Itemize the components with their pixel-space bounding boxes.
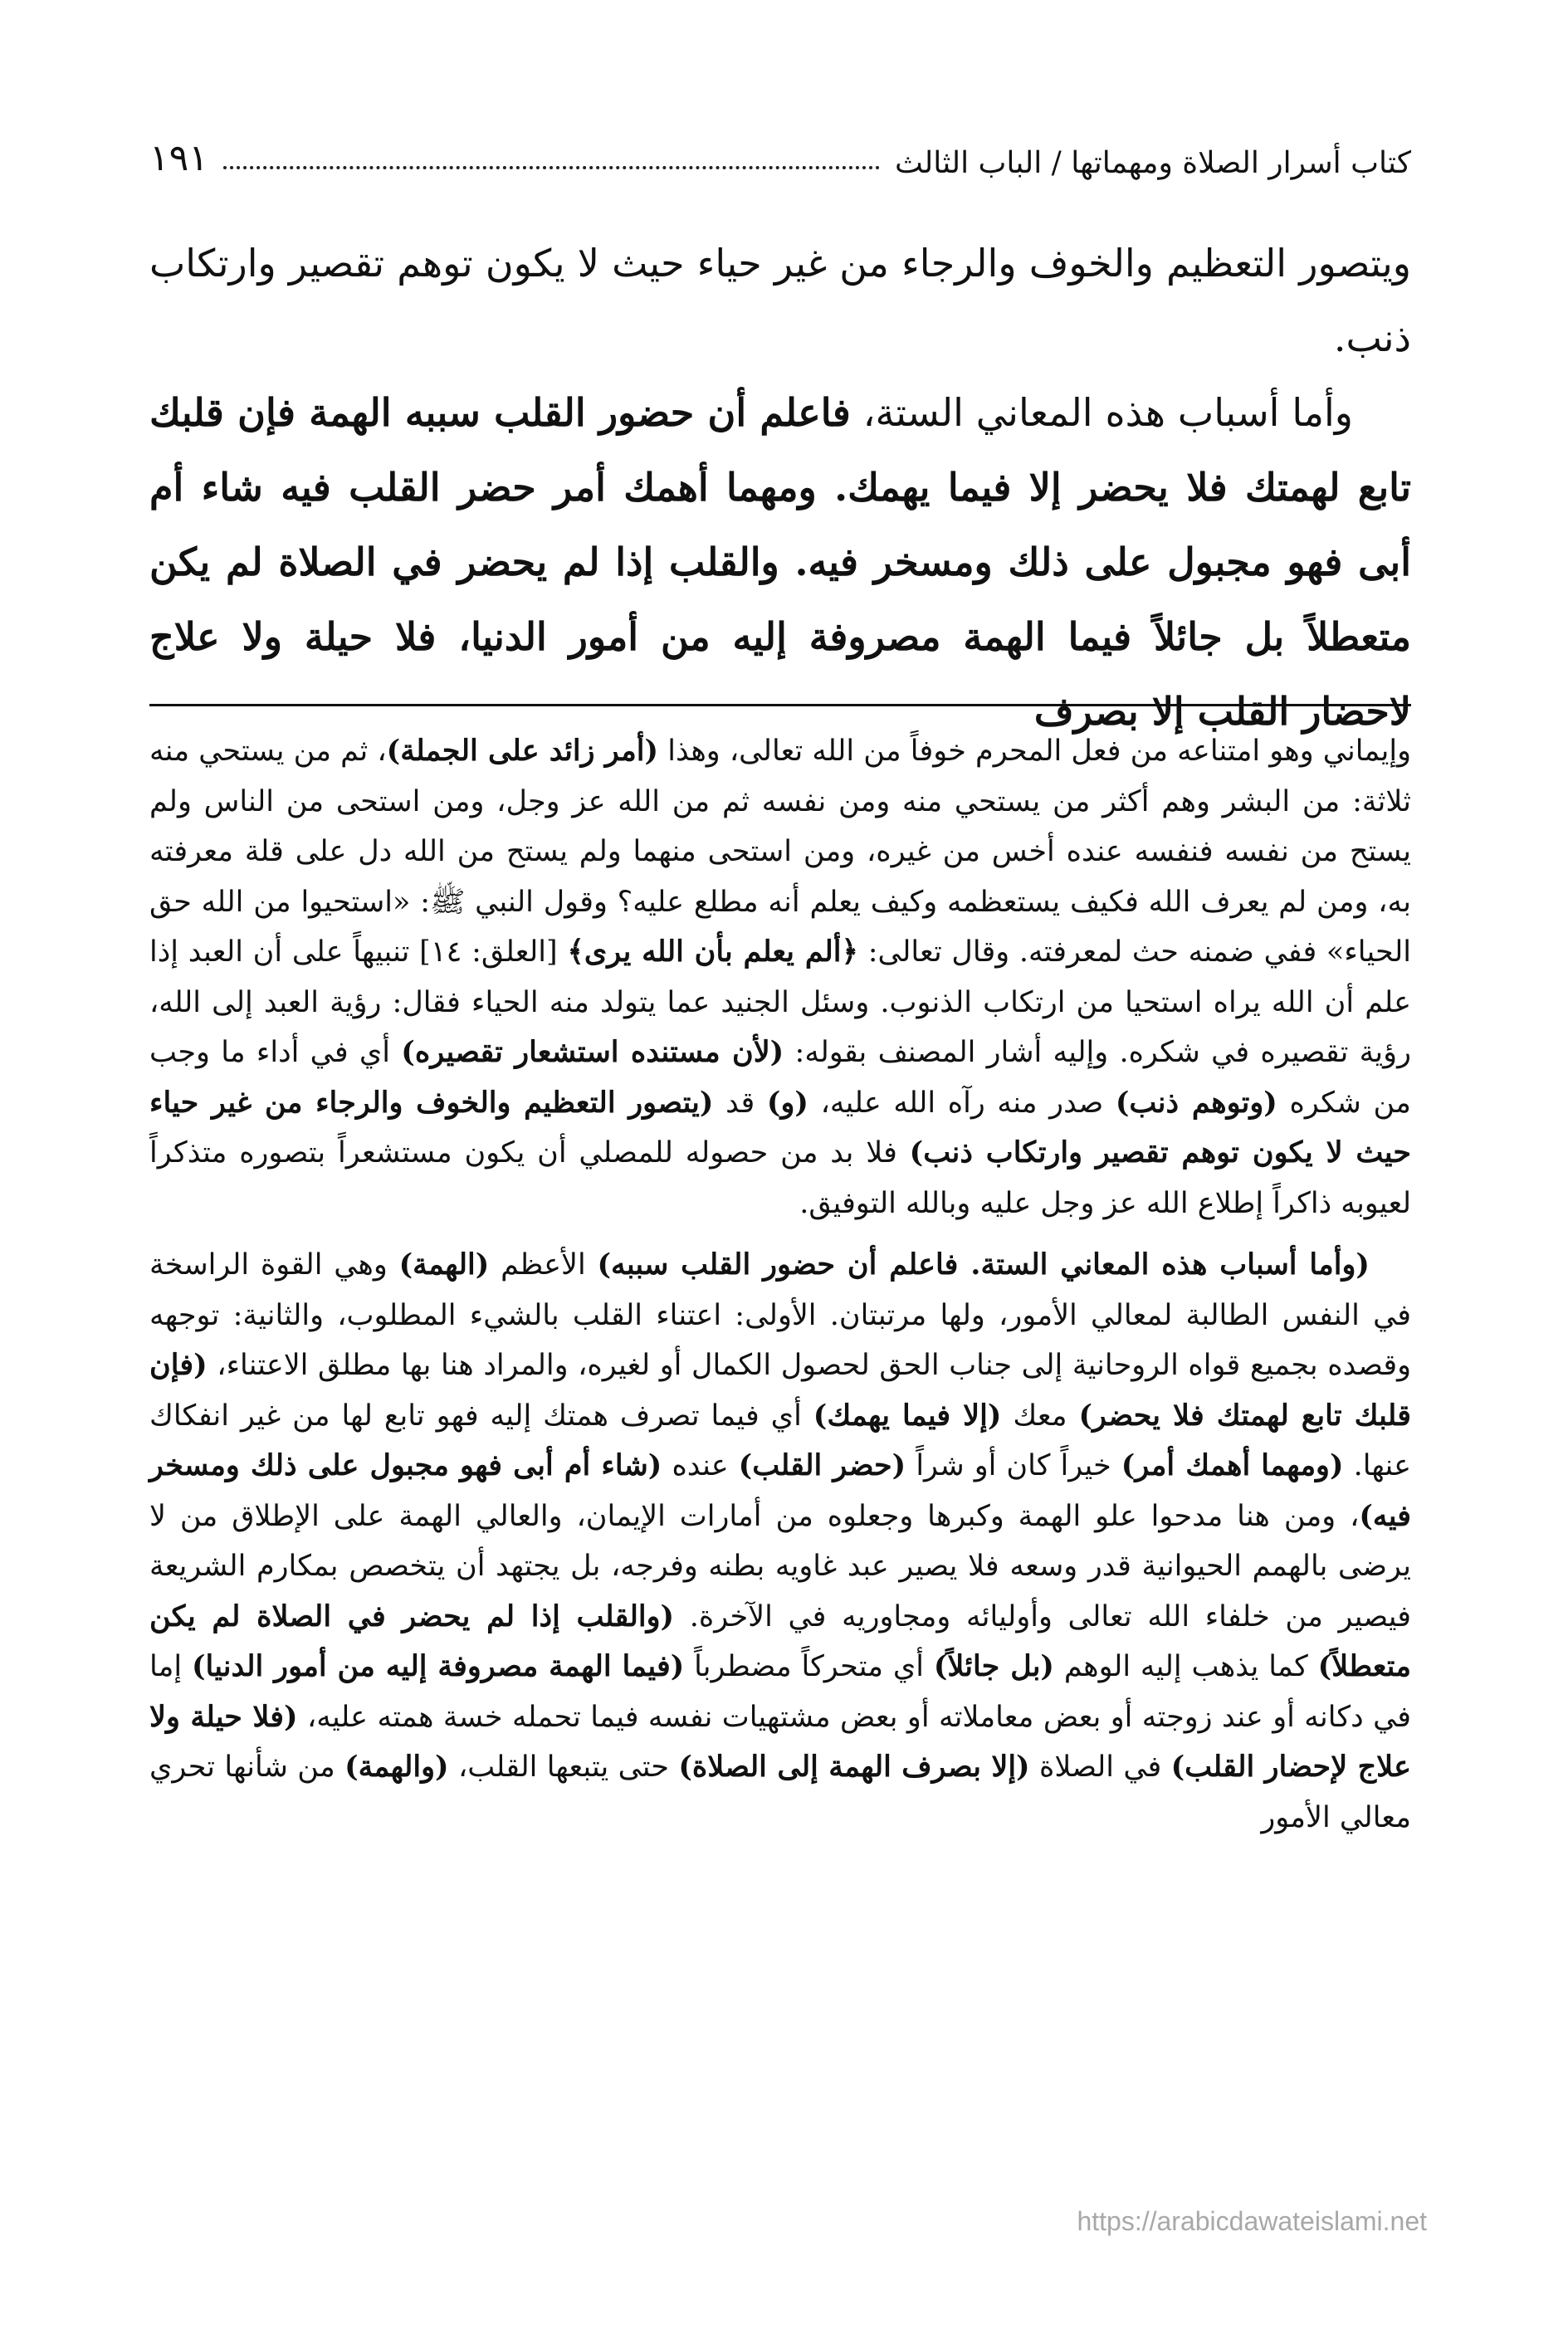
c1-h: (وتوهم ذنب) <box>1115 1085 1277 1120</box>
c2-c: (الهمة) <box>398 1248 490 1282</box>
c2-h: أي فيما تصرف همتك إليه فهو تابع لها من غير انفكاك عنها. <box>149 1399 1411 1482</box>
c2-y: (والهمة) <box>344 1750 449 1784</box>
book-page <box>149 0 1411 2344</box>
c1-i: صدر منه رآه الله عليه، <box>820 1086 1104 1120</box>
c2-k: (حضر القلب) <box>738 1448 906 1482</box>
running-header <box>149 123 1411 181</box>
c1-k: قد <box>725 1086 755 1120</box>
c2-u: (فلا حيلة ولا علاج لإحضار القلب) <box>149 1699 1411 1784</box>
c2-i: (ومهما أهمك أمر) <box>1121 1448 1344 1482</box>
c1-g: أي في أداء ما وجب من شكره <box>149 1036 1411 1120</box>
c2-n: ، ومن هنا مدحوا علو الهمة وكبرها وجعلوه من أمارات الإيمان، والعالي الهمة على الإطلاق من لا يرضى بالهمم الحيوانية قدر وسعه فلا يصير عبد غاويه بطنه وفرجه، بل يجتهد أن يتخصص بمكارم الشريعة فيصير من خلفاء الله تعالى وأوليائه ومجاوريه في الآخرة. <box>149 1499 1411 1633</box>
main-paragraph-2-lead: وأما أسباب هذه المعاني الستة، <box>862 390 1353 435</box>
c2-g: (إلا فيما يهمك) <box>813 1398 1002 1433</box>
c1-e: [العلق: ١٤] تنبيهاً على أن العبد إذا علم أن الله يراه استحيا من ارتكاب الذنوب. وسئل الجنيد عما يتولد منه الحياء فقال: رؤية العبد إلى الله، رؤية تقصيره في شكره. وإليه أشار المصنف بقوله: <box>149 935 1411 1069</box>
c2-s: (فيما الهمة مصروفة إليه من أمور الدنيا) <box>191 1649 685 1683</box>
c2-l: عنده <box>672 1449 729 1482</box>
c1-m: فلا بد من حصوله للمصلي أن يكون مستشعراً بتصوره متذكراً لعيوبه ذاكراً إطلاع الله عز وجل عليه وبالله التوفيق. <box>149 1136 1411 1220</box>
c1-b: (أمر زائد على الجملة) <box>386 734 659 768</box>
main-paragraph-2-body: فاعلم أن حضور القلب سببه الهمة فإن قلبك تابع لهمتك فلا يحضر إلا فيما يهمك. ومهما أهمك أمر حضر القلب فيه شاء أم أبى فهو مجبول على ذلك ومسخر فيه. والقلب إذا لم يحضر في الصلاة لم يكن متعطلاً بل جائلاً فيما الهمة مصروفة إليه من أمور الدنيا، فلا حيلة ولا علاج لاحضار القلب إلا بصرف <box>149 390 1411 734</box>
c2-a: (وأما أسباب هذه المعاني الستة. فاعلم أن حضور القلب سببه) <box>597 1248 1370 1282</box>
c2-v: في الصلاة <box>1039 1751 1162 1784</box>
commentary-paragraph-2 <box>149 1240 1411 1843</box>
c2-b: الأعظم <box>501 1248 586 1282</box>
c2-w: (إلا بصرف الهمة إلى الصلاة) <box>678 1750 1030 1784</box>
c2-z: من شأنها تحري معالي الأمور <box>149 1751 1411 1834</box>
c1-a: وإيماني وهو امتناعه من فعل المحرم خوفاً من الله تعالى، وهذا <box>667 735 1411 768</box>
c1-j: (و) <box>766 1085 808 1120</box>
page-number: ١٩١ <box>149 137 208 180</box>
leader-dots <box>223 166 880 169</box>
c1-f: (لأن مستنده استشعار تقصيره) <box>401 1035 784 1069</box>
c2-t: إما في دكانه أو عند زوجته أو بعض معاملاته أو بعض مشتهيات نفسه فيما تحمله خسة همته عليه، <box>149 1650 1411 1734</box>
c2-r: أي متحركاً مضطرباً <box>694 1650 924 1683</box>
main-text <box>149 226 1411 749</box>
c2-j: خيراً كان أو شراً <box>916 1449 1111 1482</box>
commentary-paragraph-1 <box>149 726 1411 1228</box>
c2-d: وهي القوة الراسخة في النفس الطالبة لمعالي الأمور، ولها مرتبتان. الأولى: اعتناء القلب بالشيء المطلوب، والثانية: توجهه وقصده بجميع قواه الروحانية إلى جناب الحق لحصول الكمال أو لغيره، والمراد هنا بها مطلق الاعتناء، <box>149 1248 1411 1382</box>
c2-m: (شاء أم أبى فهو مجبول على ذلك ومسخر فيه) <box>149 1448 1411 1533</box>
footnote-divider <box>149 704 1411 706</box>
c2-q: (بل جائلاً) <box>933 1649 1054 1683</box>
c1-d: ﴿ألم يعلم بأن الله يرى﴾ <box>567 935 859 969</box>
c1-l: (يتصور التعظيم والخوف والرجاء من غير حياء حيث لا يكون توهم تقصير وارتكاب ذنب) <box>149 1085 1411 1170</box>
c2-f: معك <box>1013 1399 1067 1433</box>
c2-e: (فإن قلبك تابع لهمتك فلا يحضر) <box>149 1348 1411 1433</box>
commentary-text <box>149 726 1411 1843</box>
c1-c: ، ثم من يستحي منه ثلاثة: من البشر وهم أكثر من يستحي منه ومن نفسه ثم من الله عز وجل، ومن استحى من الناس ولم يستح من نفسه فنفسه عنده أخس من غيره، ومن استحى منهما ولم يستح من الله دل على قلة معرفته به، ومن لم يعرف الله فكيف يستعظمه وكيف يعلم أنه مطلع عليه؟ وقول النبي ﷺ: «استحيوا من الله حق الحياء» ففي ضمنه حث لمعرفته. وقال تعالى: <box>149 735 1411 969</box>
website-watermark: https://arabicdawateislami.net <box>1077 2206 1427 2236</box>
c2-x: حتى يتبعها القلب، <box>458 1751 669 1784</box>
main-paragraph-2 <box>149 375 1411 749</box>
running-title: كتاب أسرار الصلاة ومهماتها / الباب الثالث <box>894 145 1411 180</box>
c2-o: (والقلب إذا لم يحضر في الصلاة لم يكن متعطلاً) <box>149 1599 1411 1683</box>
c2-p: كما يذهب إليه الوهم <box>1063 1650 1308 1683</box>
main-paragraph-1: ويتصور التعظيم والخوف والرجاء من غير حياء حيث لا يكون توهم تقصير وارتكاب ذنب. <box>149 241 1411 360</box>
